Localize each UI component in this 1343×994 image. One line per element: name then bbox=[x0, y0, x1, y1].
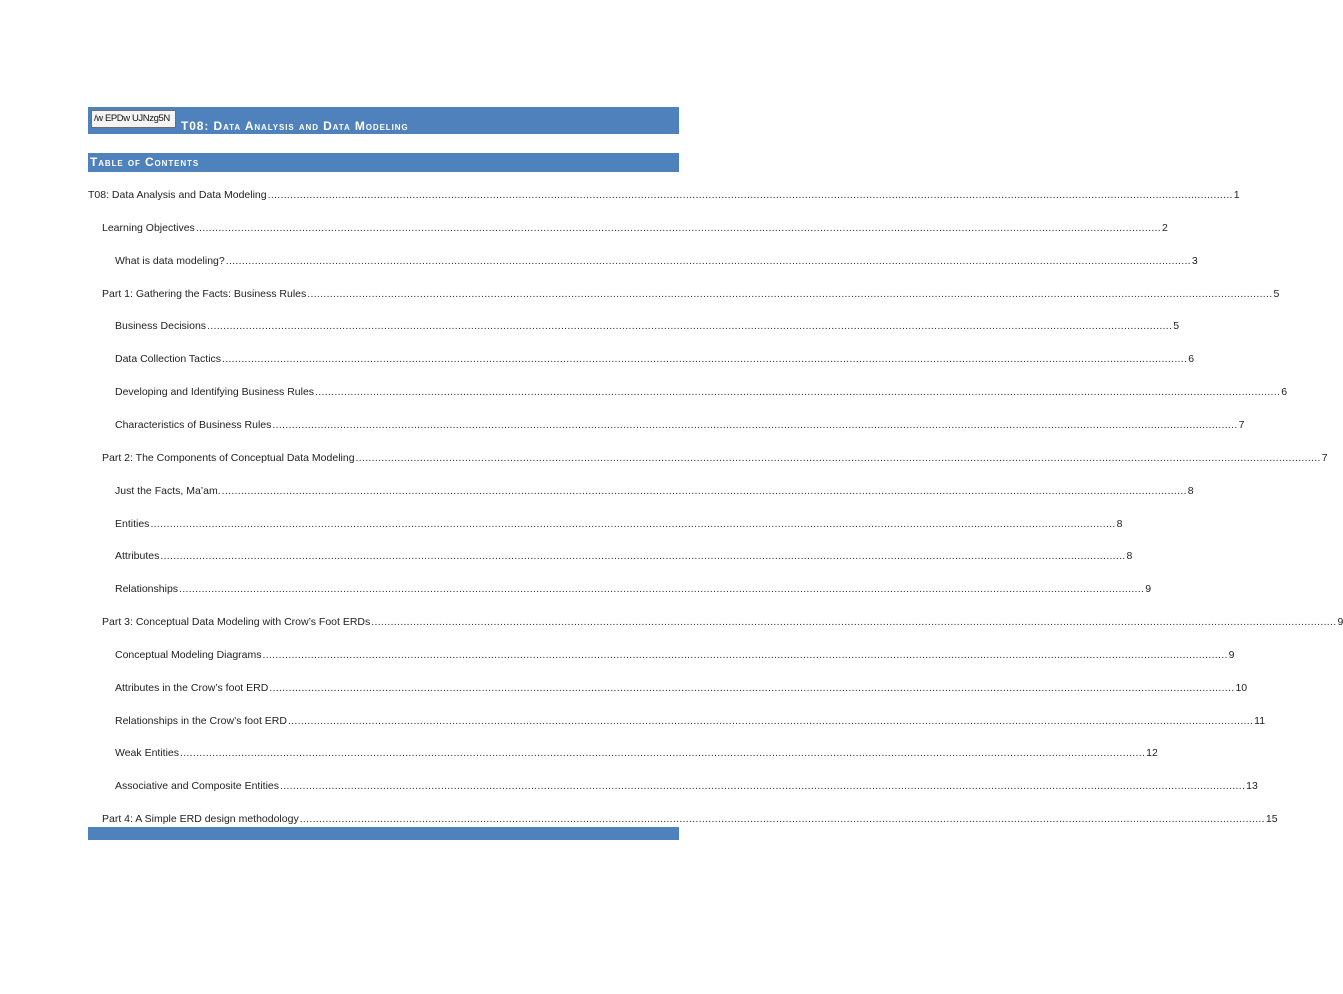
toc-entry-page: 7 bbox=[1321, 452, 1328, 464]
toc-entry-page: 8 bbox=[1116, 518, 1123, 530]
toc-dot-leader: ............................................................................................................................................................................................................................................................................................................ bbox=[225, 255, 1191, 267]
toc-entry-title: Developing and Identifying Business Rules bbox=[115, 386, 315, 398]
toc-entry-title: Relationships in the Crow’s foot ERD bbox=[115, 715, 287, 727]
toc-entry-title: Associative and Composite Entities bbox=[115, 780, 279, 792]
toc-dot-leader: ............................................................................................................................................................................................................................................................................................................ bbox=[269, 682, 1235, 694]
toc-entry[interactable] bbox=[102, 222, 1168, 238]
toc-entry-title: What is data modeling? bbox=[115, 255, 225, 267]
toc-entry-page: 3 bbox=[1191, 255, 1198, 267]
toc-dot-leader: ............................................................................................................................................................................................................................................................................................................ bbox=[222, 353, 1188, 365]
toc-dot-leader: ............................................................................................................................................................................................................................................................................................................ bbox=[267, 189, 1233, 201]
toc-entry-page: 6 bbox=[1188, 353, 1195, 365]
toc-entry-page: 15 bbox=[1265, 813, 1278, 825]
toc-entry[interactable] bbox=[115, 747, 1158, 763]
toc-entry[interactable] bbox=[115, 255, 1198, 271]
toc-entry-page: 8 bbox=[1187, 485, 1194, 497]
document-title: T08: Data Analysis and Data Modeling bbox=[181, 119, 409, 133]
toc-entry[interactable] bbox=[102, 616, 1343, 632]
toc-heading-bar bbox=[88, 153, 679, 172]
toc-entry-title: Part 1: Gathering the Facts: Business Rules bbox=[102, 288, 307, 300]
toc-entry-page: 5 bbox=[1273, 288, 1280, 300]
toc-entry-page: 9 bbox=[1145, 583, 1152, 595]
toc-entry-page: 9 bbox=[1337, 616, 1343, 628]
toc-entry-page: 1 bbox=[1233, 189, 1240, 201]
toc-dot-leader: ............................................................................................................................................................................................................................................................................................................ bbox=[307, 288, 1273, 300]
toc-dot-leader: ............................................................................................................................................................................................................................................................................................................ bbox=[160, 550, 1126, 562]
footer-bar bbox=[88, 827, 679, 840]
toc-entry-title: Weak Entities bbox=[115, 747, 179, 759]
toc-entry-title: Data Collection Tactics bbox=[115, 353, 222, 365]
toc-entry[interactable] bbox=[88, 189, 1240, 205]
toc-entry[interactable] bbox=[115, 386, 1288, 402]
toc-entry-page: 13 bbox=[1246, 780, 1258, 792]
title-field-box: /w EPDw UJNzg5N bbox=[91, 110, 176, 128]
toc-dot-leader: ............................................................................................................................................................................................................................................................................................................ bbox=[179, 583, 1145, 595]
toc-entry-page: 10 bbox=[1235, 682, 1248, 694]
toc-entry-page: 6 bbox=[1281, 386, 1288, 398]
toc-dot-leader: ............................................................................................................................................................................................................................................................................................................ bbox=[207, 320, 1173, 332]
toc-dot-leader: ............................................................................................................................................................................................................................................................................................................ bbox=[280, 780, 1246, 792]
toc-entry-page: 8 bbox=[1126, 550, 1133, 562]
toc-entry[interactable] bbox=[115, 353, 1195, 369]
toc-dot-leader: ............................................................................................................................................................................................................................................................................................................ bbox=[150, 518, 1116, 530]
toc-entry-page: 11 bbox=[1254, 715, 1266, 727]
toc-entry-title: T08: Data Analysis and Data Modeling bbox=[88, 189, 267, 201]
toc-entry[interactable] bbox=[115, 550, 1133, 566]
toc-entry-title: Attributes in the Crow’s foot ERD bbox=[115, 682, 269, 694]
toc-entry-title: Entities bbox=[115, 518, 150, 530]
toc-entry[interactable] bbox=[115, 485, 1194, 501]
toc-entry-page: 5 bbox=[1173, 320, 1180, 332]
toc-entry-title: Business Decisions bbox=[115, 320, 207, 332]
toc-entry-title: Part 2: The Components of Conceptual Data Modeling bbox=[102, 452, 355, 464]
toc-entry-page: 9 bbox=[1228, 649, 1235, 661]
toc-entry[interactable] bbox=[115, 715, 1266, 731]
toc-dot-leader: ............................................................................................................................................................................................................................................................................................................ bbox=[180, 747, 1146, 759]
toc-entry-title: Just the Facts, Ma’am. bbox=[115, 485, 221, 497]
toc-entry[interactable] bbox=[102, 288, 1280, 304]
toc-entry-page: 2 bbox=[1161, 222, 1168, 234]
toc-entry[interactable] bbox=[115, 518, 1123, 534]
toc-entry-title: Learning Objectives bbox=[102, 222, 195, 234]
toc-dot-leader: ............................................................................................................................................................................................................................................................................................................ bbox=[371, 616, 1337, 628]
toc-entry[interactable] bbox=[115, 649, 1235, 665]
toc-entry[interactable] bbox=[115, 320, 1180, 336]
toc-dot-leader: ............................................................................................................................................................................................................................................................................................................ bbox=[355, 452, 1321, 464]
toc-dot-leader: ............................................................................................................................................................................................................................................................................................................ bbox=[262, 649, 1228, 661]
toc-dot-leader: ............................................................................................................................................................................................................................................................................................................ bbox=[195, 222, 1161, 234]
toc-entry-title: Attributes bbox=[115, 550, 160, 562]
toc-entry-page: 7 bbox=[1238, 419, 1245, 431]
document-title-bar bbox=[88, 107, 679, 134]
toc-entry[interactable] bbox=[115, 780, 1258, 796]
toc-entry-title: Part 3: Conceptual Data Modeling with Crow’s Foot ERDs bbox=[102, 616, 371, 628]
toc-dot-leader: ............................................................................................................................................................................................................................................................................................................ bbox=[287, 715, 1254, 727]
toc-dot-leader: ............................................................................................................................................................................................................................................................................................................ bbox=[272, 419, 1238, 431]
toc-entry-title: Relationships bbox=[115, 583, 179, 595]
toc-entry[interactable] bbox=[102, 452, 1328, 468]
toc-entry-page: 12 bbox=[1146, 747, 1158, 759]
toc-entry-title: Part 4: A Simple ERD design methodology bbox=[102, 813, 299, 825]
toc-dot-leader: ............................................................................................................................................................................................................................................................................................................ bbox=[299, 813, 1265, 825]
toc-dot-leader: ............................................................................................................................................................................................................................................................................................................ bbox=[315, 386, 1281, 398]
toc-entry[interactable] bbox=[115, 682, 1248, 698]
toc-heading: Table of Contents bbox=[90, 155, 200, 169]
toc-entry-title: Conceptual Modeling Diagrams bbox=[115, 649, 262, 661]
toc-entry[interactable] bbox=[115, 419, 1245, 435]
toc-dot-leader: ............................................................................................................................................................................................................................................................................................................ bbox=[221, 485, 1187, 497]
toc-entry[interactable] bbox=[115, 583, 1152, 599]
toc-entry-title: Characteristics of Business Rules bbox=[115, 419, 272, 431]
